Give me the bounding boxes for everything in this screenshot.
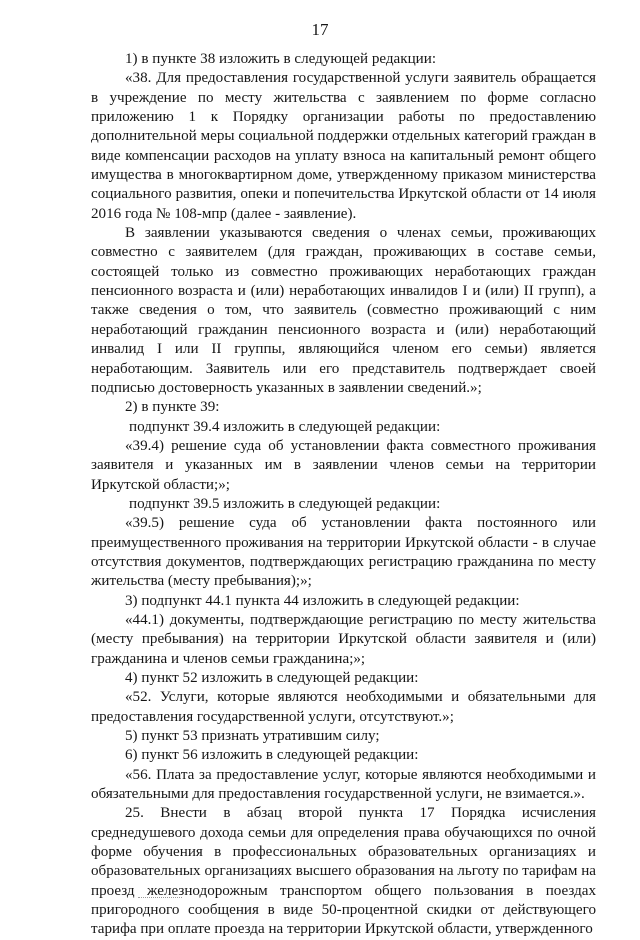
paragraph-item-56-quote: «56. Плата за предоставление услуг, которые являются необходимыми и обязательными для предоставления государственной услуги, не взимается.». [91,766,596,803]
paragraph-subitem-39-4-intro: подпункт 39.4 изложить в следующей редакции: [129,418,441,435]
paragraph-subitem-39-5-intro: подпункт 39.5 изложить в следующей редакции: [129,495,441,512]
paragraph-subitem-39-4-quote: «39.4) решение суда об установлении факта совместного проживания заявителя и указанных им в заявлении членов семьи на территории Иркутской области;»; [91,437,596,493]
paragraph-item-5: 5) пункт 53 признать утратившим силу; [125,728,380,745]
paragraph-item-6: 6) пункт 56 изложить в следующей редакции: [125,747,419,764]
paragraph-item-25: 25. Внести в абзац второй пункта 17 Порядка исчисления среднедушевого дохода семьи для определения права обучающихся по очной форме обучения в профессиональных образовательных организациях и образовательных организациях высшего образования на льготу по тарифам на проезд железнодорожным транспортом общего пользования в поездах пригородного сообщения в виде 50-процентной скидки от действующего тарифа при оплате проезда на территории Иркутской области, утвержденного [91,805,596,938]
paragraph-item-2: 2) в пункте 39: [125,399,220,416]
footer-mark [138,897,182,898]
paragraph-item-4: 4) пункт 52 изложить в следующей редакции: [125,670,419,686]
paragraph-subitem-44-1-quote: «44.1) документы, подтверждающие регистрацию по месту жительства (месту пребывания) на территории Иркутской области заявителя и (или) гражданина и членов семьи гражданина;»; [91,611,596,667]
paragraph-application-details: В заявлении указываются сведения о членах семьи, проживающих совместно с заявителем (для граждан, проживающих в составе семьи, состоящей только из совместно проживающих неработающих граждан пенсионного возраста и (или) неработающих инвалидов I и (или) II групп), а также сведения о том, что заявитель (совместно проживающий с ним неработающий гражданин пенсионного возраста и (или) неработающий инвалид I или II группы, являющийся членом его семьи) является неработающим. Заявитель или его представитель подтверждает своей подписью достоверность указанных в заявлении сведений.»; [91,225,596,396]
document-body [91,50,596,940]
paragraph-item-52-quote: «52. Услуги, которые являются необходимыми и обязательными для предоставления государственной услуги, отсутствуют.»; [91,689,596,725]
paragraph-item-1: 1) в пункте 38 изложить в следующей редакции: [125,51,437,67]
page-number: 17 [311,20,329,39]
paragraph-item-3: 3) подпункт 44.1 пункта 44 изложить в следующей редакции: [125,592,520,609]
paragraph-subitem-39-5-quote: «39.5) решение суда об установлении факта постоянного или преимущественного проживания на территории Иркутской области - в случае отсутствия документов, подтверждающих регистрацию гражданина по месту жительства (месту пребывания);»; [91,515,596,590]
paragraph-item-38-quote: «38. Для предоставления государственной услуги заявитель обращается в учреждение по месту жительства с заявлением по форме согласно приложению 1 к Порядку организации работы по предоставлению дополнительной меры социальной поддержки отдельных категорий граждан в виде компенсации расходов на уплату взноса на капитальный ремонт общего имущества в многоквартирном доме, утвержденному приказом министерства социального развития, опеки и попечительства Иркутской области от 14 июля 2016 года № 108-мпр (далее - заявление). [91,70,596,222]
